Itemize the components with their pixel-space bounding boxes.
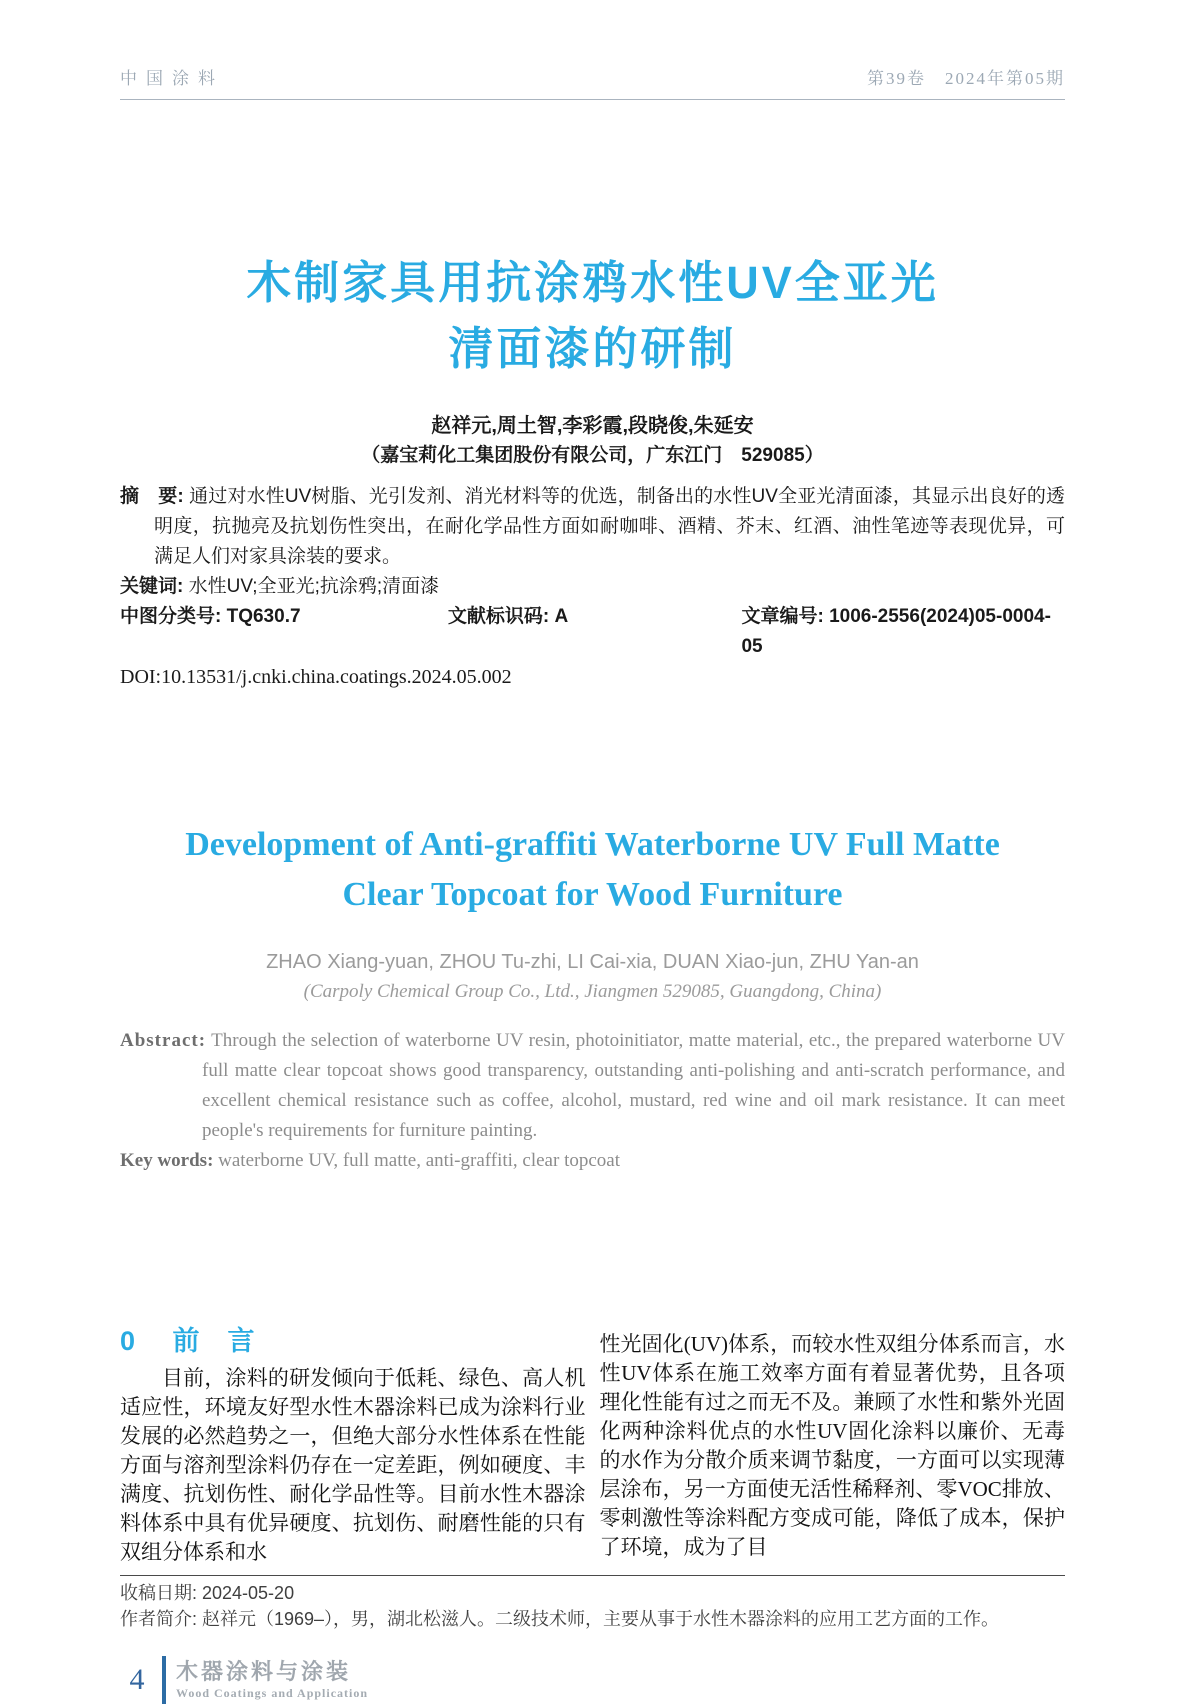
abstract-label-en: Abstract:: [120, 1030, 207, 1052]
keywords-cn: [120, 572, 1065, 602]
authors-cn: 赵祥元,周土智,李彩霞,段晓俊,朱延安: [431, 415, 754, 438]
body-paragraph-left: 目前，涂料的研发倾向于低耗、绿色、高人机适应性，环境友好型水性木器涂料已成为涂料行业发展的必然趋势之一，但绝大部分水性体系在性能方面与溶剂型涂料仍存在一定差距，例如硬度、丰满度、抗划伤性、耐化学品性等。目前水性木器涂料体系中具有优异硬度、抗划伤、耐磨性能的只有双组分体系和水: [120, 1366, 586, 1565]
article-title-cn: [120, 250, 1065, 382]
page-footer: [120, 1656, 1065, 1704]
article-no-value: 1006-2556(2024)05-0004-05: [741, 606, 1051, 658]
section-title: 前言: [172, 1326, 283, 1357]
abstract-label-cn: 摘 要:: [120, 486, 184, 508]
keywords-label-en: Key words:: [120, 1150, 214, 1172]
article-number: [741, 602, 1065, 662]
running-head: [120, 0, 1065, 100]
article-title-en-line1: Development of Anti-graffiti Waterborne UV Full Matte: [185, 826, 1000, 864]
journal-name: 中国涂料: [120, 69, 224, 88]
document-code: [448, 602, 742, 662]
affiliation-cn: （嘉宝莉化工集团股份有限公司，广东江门 529085）: [361, 445, 824, 467]
clc-label: 中图分类号:: [120, 606, 222, 628]
doc-code-label: 文献标识码:: [447, 606, 550, 628]
left-column: [120, 1324, 586, 1567]
classification-row: [120, 602, 1065, 662]
issue-info: 第39卷 2024年第05期: [867, 69, 1065, 88]
page-number: 4: [129, 1663, 145, 1697]
clc-value: TQ630.7: [226, 606, 301, 628]
keywords-en: [120, 1146, 1065, 1176]
article-title-cn-line1: 木制家具用抗涂鸦水性UV全亚光: [246, 257, 939, 308]
column-title-en: Wood Coatings and Application: [176, 1686, 369, 1701]
column-branding: [176, 1659, 368, 1701]
column-title-cn: 木器涂料与涂装: [176, 1659, 352, 1685]
affiliation-en: (Carpoly Chemical Group Co., Ltd., Jiangmen 529085, Guangdong, China): [303, 981, 882, 1003]
footer-divider-bar: [162, 1656, 166, 1704]
author-bio: 作者简介: 赵祥元（1969–），男，湖北松滋人。二级技术师，主要从事于水性木器涂料的应用工艺方面的工作。: [120, 1609, 1000, 1630]
clc-number: [120, 602, 448, 662]
abstract-en: [120, 1026, 1065, 1146]
authors-en: ZHAO Xiang-yuan, ZHOU Tu-zhi, LI Cai-xia, DUAN Xiao-jun, ZHU Yan-an: [266, 951, 919, 974]
keywords-label-cn: 关键词:: [120, 576, 184, 598]
article-title-en: [120, 820, 1065, 920]
section-number: 0: [120, 1326, 136, 1357]
article-no-label: 文章编号:: [741, 606, 824, 628]
abstract-text-en: Through the selection of waterborne UV resin, photoinitiator, matte material, etc., the prepared waterborne UV full matte clear topcoat shows good transparency, outstanding anti-polishing and anti-scratch performance, and excellent chemical resistance such as coffee, alcohol, mustard, red wine and oil mark resistance. It can meet people's requirements for furniture painting.: [202, 1030, 1065, 1142]
footnote-divider: [120, 1575, 1065, 1576]
abstract-cn: [120, 482, 1065, 572]
introduction-section: [120, 1324, 1065, 1567]
right-column: [600, 1324, 1066, 1567]
keywords-text-cn: 水性UV;全亚光;抗涂鸦;清面漆: [188, 576, 440, 598]
article-title-en-line2: Clear Topcoat for Wood Furniture: [342, 876, 843, 914]
journal-page: [120, 0, 1065, 1704]
doi: DOI:10.13531/j.cnki.china.coatings.2024.05.002: [120, 666, 512, 689]
doc-code-value: A: [554, 606, 569, 628]
section-heading: [120, 1324, 586, 1358]
keywords-text-en: waterborne UV, full matte, anti-graffiti, clear topcoat: [218, 1150, 620, 1172]
body-paragraph-right: 性光固化(UV)体系，而较水性双组分体系而言，水性UV体系在施工效率方面有着显著优势，且各项理化性能有过之而无不及。兼顾了水性和紫外光固化两种涂料优点的水性UV固化涂料以廉价、无毒的水作为分散介质来调节黏度，一方面可以实现薄层涂布，另一方面使无活性稀释剂、零VOC排放、零刺激性等涂料配方变成可能，降低了成本，保护了环境，成为了目: [599, 1332, 1065, 1560]
abstract-text-cn: 通过对水性UV树脂、光引发剂、消光材料等的优选，制备出的水性UV全亚光清面漆，其显示出良好的透明度，抗抛亮及抗划伤性突出，在耐化学品性方面如耐咖啡、酒精、芥末、红酒、油性笔迹等表现优异，可满足人们对家具涂装的要求。: [154, 486, 1066, 568]
received-date: 收稿日期: 2024-05-20: [120, 1583, 295, 1604]
article-title-cn-line2: 清面漆的研制: [448, 323, 737, 374]
